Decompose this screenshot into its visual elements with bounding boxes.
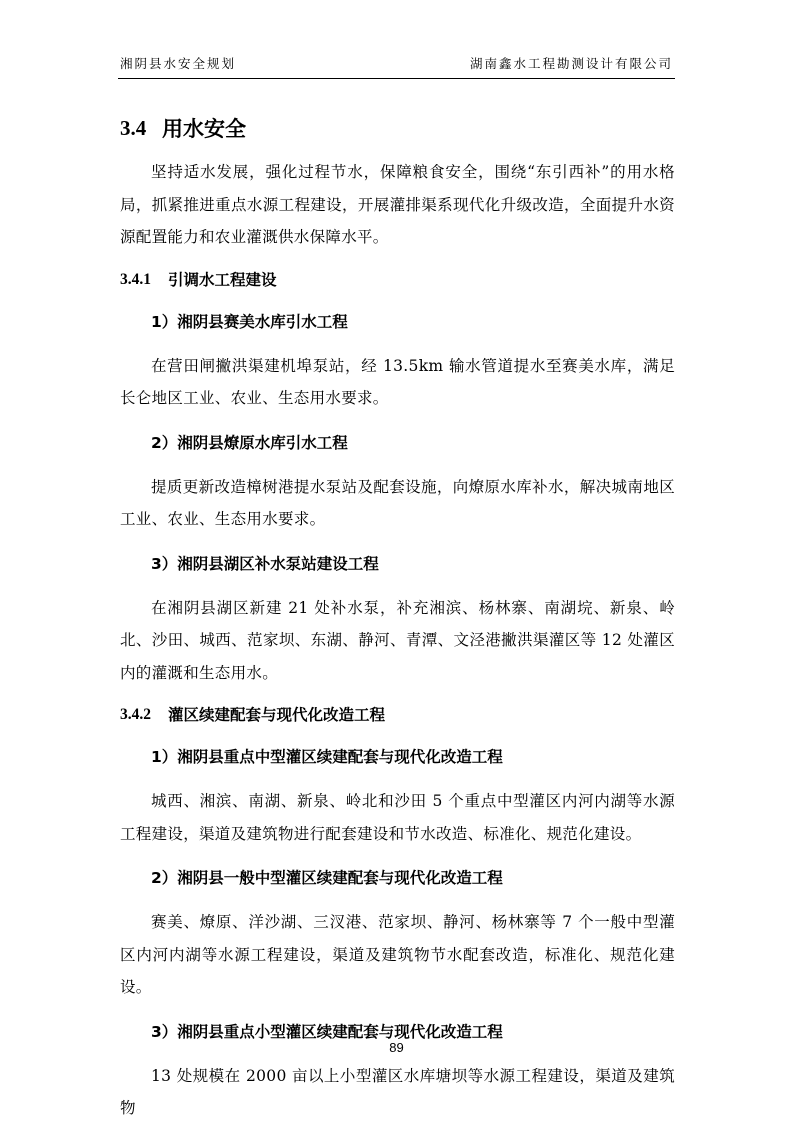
item-heading: 1）湘阴县重点中型灌区续建配套与现代化改造工程: [151, 748, 503, 766]
subsection-number: 3.4.2: [120, 706, 151, 723]
subsection-number: 3.4.1: [120, 270, 151, 288]
item-paragraph: 城西、湘滨、南湖、新泉、岭北和沙田 5 个重点中型灌区内河内湖等水源工程建设，渠道及建筑物进行配套建设和节水改造、标准化、规范化建设。: [120, 792, 675, 843]
item-heading: 2）湘阴县一般中型灌区续建配套与现代化改造工程: [151, 869, 503, 887]
section-intro-paragraph: 坚持适水发展，强化过程节水，保障粮食安全，围绕“东引西补”的用水格局，抓紧推进重点水源工程建设，开展灌排渠系现代化升级改造，全面提升水资源配置能力和农业灌溉供水保障水平。: [120, 163, 675, 246]
item-paragraph: 提质更新改造樟树港提水泵站及配套设施，向燎原水库补水，解决城南地区工业、农业、生态用水要求。: [120, 477, 675, 528]
page-content: [120, 96, 675, 1125]
section-heading: [120, 110, 675, 146]
subsection-heading-3-4-2: [120, 699, 675, 731]
item-paragraph: 在营田闸撇洪渠建机埠泵站，经 13.5km 输水管道提水至赛美水库，满足长仑地区工业、农业、生态用水要求。: [120, 356, 675, 407]
item-paragraph: 在湘阴县湖区新建 21 处补水泵，补充湘滨、杨林寨、南湖垸、新泉、岭北、沙田、城西、范家坝、东湖、静河、青潭、文泾港撇洪渠灌区等 12 处灌区内的灌溉和生态用水。: [120, 598, 675, 682]
item-paragraph: 赛美、燎原、洋沙湖、三汊港、范家坝、静河、杨林寨等 7 个一般中型灌区内河内湖等水源工程建设，渠道及建筑物节水配套改造，标准化、规范化建设。: [120, 913, 675, 996]
page-header: [118, 52, 675, 79]
header-company-name: 湖南鑫水工程勘测设计有限公司: [469, 56, 673, 71]
item-heading: 1）湘阴县赛美水库引水工程: [151, 312, 348, 331]
item-heading: 2）湘阴县燎原水库引水工程: [151, 433, 348, 452]
header-document-title: 湘阴县水安全规划: [120, 56, 237, 71]
item-paragraph: 13 处规模在 2000 亩以上小型灌区水库塘坝等水源工程建设，渠道及建筑物: [120, 1066, 675, 1117]
item-heading: 3）湘阴县重点小型灌区续建配套与现代化改造工程: [151, 1022, 503, 1041]
page-number: 89: [389, 1040, 404, 1055]
subsection-heading-3-4-1: [120, 264, 675, 296]
section-number: 3.4: [120, 115, 147, 140]
item-heading: 3）湘阴县湖区补水泵站建设工程: [151, 554, 379, 573]
subsection-title: 灌区续建配套与现代化改造工程: [168, 706, 386, 724]
subsection-title: 引调水工程建设: [168, 270, 277, 289]
section-title: 用水安全: [162, 117, 246, 141]
